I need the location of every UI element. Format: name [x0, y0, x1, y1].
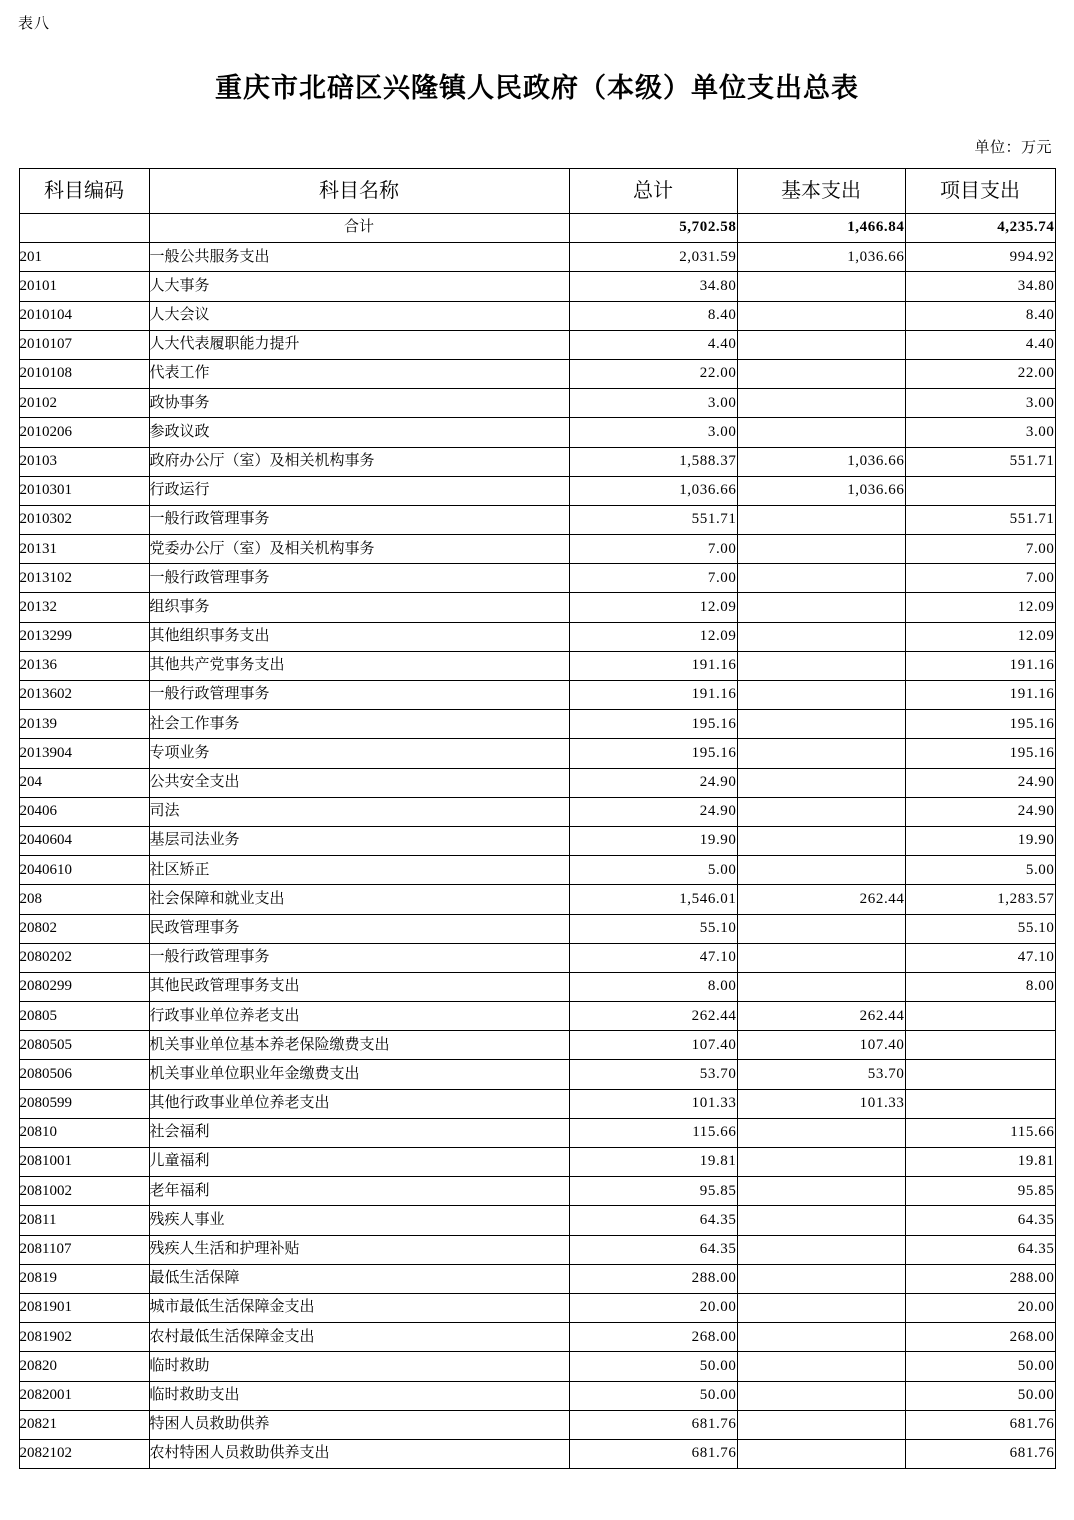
- cell-total: 551.71: [569, 505, 737, 534]
- cell-project: 20.00: [905, 1293, 1055, 1322]
- table-row: [19, 1439, 1055, 1468]
- cell-subject-name: 临时救助: [149, 1352, 569, 1381]
- table-row: [19, 1177, 1055, 1206]
- cell-subject-name: 农村特困人员救助供养支出: [149, 1439, 569, 1468]
- cell-basic: 101.33: [737, 1089, 905, 1118]
- cell-subject-name: 城市最低生活保障金支出: [149, 1293, 569, 1322]
- cell-subject-code: 201: [19, 243, 149, 272]
- cell-basic: [737, 826, 905, 855]
- table-row: [19, 1060, 1055, 1089]
- cell-basic: [737, 1206, 905, 1235]
- cell-basic: [737, 1410, 905, 1439]
- cell-subject-name: 一般行政管理事务: [149, 505, 569, 534]
- cell-subject-name: 其他组织事务支出: [149, 622, 569, 651]
- table-row: [19, 972, 1055, 1001]
- cell-subject-name: 残疾人生活和护理补贴: [149, 1235, 569, 1264]
- cell-subject-name: 政府办公厅（室）及相关机构事务: [149, 447, 569, 476]
- cell-subject-code: 2013602: [19, 681, 149, 710]
- cell-subject-code: 2040610: [19, 856, 149, 885]
- cell-total: 5,702.58: [569, 214, 737, 243]
- table-row: [19, 272, 1055, 301]
- cell-subject-code: 20131: [19, 535, 149, 564]
- table-row: [19, 214, 1055, 243]
- cell-basic: [737, 1381, 905, 1410]
- cell-project: 64.35: [905, 1235, 1055, 1264]
- cell-subject-name: 儿童福利: [149, 1148, 569, 1177]
- table-row: [19, 826, 1055, 855]
- table-row: [19, 359, 1055, 388]
- cell-project: 50.00: [905, 1352, 1055, 1381]
- cell-total: 19.90: [569, 826, 737, 855]
- cell-basic: [737, 651, 905, 680]
- cell-basic: [737, 1118, 905, 1147]
- cell-project: 12.09: [905, 622, 1055, 651]
- cell-basic: [737, 535, 905, 564]
- cell-basic: 1,036.66: [737, 243, 905, 272]
- cell-basic: [737, 943, 905, 972]
- cell-project: 7.00: [905, 535, 1055, 564]
- cell-subject-code: 2010206: [19, 418, 149, 447]
- table-row: [19, 418, 1055, 447]
- cell-project: 4,235.74: [905, 214, 1055, 243]
- cell-subject-name: 一般行政管理事务: [149, 564, 569, 593]
- cell-subject-code: 2082102: [19, 1439, 149, 1468]
- cell-subject-name: 社会福利: [149, 1118, 569, 1147]
- cell-project: 24.90: [905, 797, 1055, 826]
- cell-total: 64.35: [569, 1206, 737, 1235]
- cell-subject-name: 民政管理事务: [149, 914, 569, 943]
- cell-project: 22.00: [905, 359, 1055, 388]
- cell-total: 64.35: [569, 1235, 737, 1264]
- cell-project: 19.90: [905, 826, 1055, 855]
- cell-total: 24.90: [569, 768, 737, 797]
- cell-project: [905, 1002, 1055, 1031]
- cell-basic: [737, 739, 905, 768]
- cell-project: 551.71: [905, 505, 1055, 534]
- table-row: [19, 1206, 1055, 1235]
- cell-total: 195.16: [569, 739, 737, 768]
- cell-subject-code: 20821: [19, 1410, 149, 1439]
- cell-subject-code: 20101: [19, 272, 149, 301]
- cell-subject-name: 代表工作: [149, 359, 569, 388]
- cell-total: 5.00: [569, 856, 737, 885]
- table-row: [19, 1148, 1055, 1177]
- cell-project: 50.00: [905, 1381, 1055, 1410]
- table-row: [19, 330, 1055, 359]
- table-number-label: 表八: [18, 16, 51, 32]
- cell-total: 681.76: [569, 1410, 737, 1439]
- cell-basic: [737, 768, 905, 797]
- cell-basic: [737, 681, 905, 710]
- table-row: [19, 243, 1055, 272]
- table-row: [19, 1235, 1055, 1264]
- cell-subject-code: 2080506: [19, 1060, 149, 1089]
- cell-subject-code: 20802: [19, 914, 149, 943]
- cell-project: 34.80: [905, 272, 1055, 301]
- column-header-code: 科目编码: [19, 169, 149, 214]
- table-row: [19, 681, 1055, 710]
- cell-subject-code: 2010107: [19, 330, 149, 359]
- table-row: [19, 797, 1055, 826]
- cell-basic: [737, 505, 905, 534]
- cell-subject-name: 临时救助支出: [149, 1381, 569, 1410]
- cell-subject-code: 2081902: [19, 1323, 149, 1352]
- cell-subject-code: 204: [19, 768, 149, 797]
- cell-total: 55.10: [569, 914, 737, 943]
- cell-total: 34.80: [569, 272, 737, 301]
- cell-total: 195.16: [569, 710, 737, 739]
- cell-total: 47.10: [569, 943, 737, 972]
- cell-subject-name: 合计: [149, 214, 569, 243]
- cell-basic: [737, 359, 905, 388]
- cell-basic: 1,036.66: [737, 447, 905, 476]
- cell-total: 12.09: [569, 622, 737, 651]
- cell-subject-code: 208: [19, 885, 149, 914]
- cell-basic: [737, 972, 905, 1001]
- cell-total: 7.00: [569, 535, 737, 564]
- table-row: [19, 505, 1055, 534]
- cell-subject-name: 基层司法业务: [149, 826, 569, 855]
- cell-basic: 262.44: [737, 1002, 905, 1031]
- column-header-project: 项目支出: [905, 169, 1055, 214]
- cell-subject-code: 2081901: [19, 1293, 149, 1322]
- cell-total: 191.16: [569, 681, 737, 710]
- cell-basic: [737, 1439, 905, 1468]
- cell-basic: [737, 797, 905, 826]
- cell-total: 19.81: [569, 1148, 737, 1177]
- cell-total: 8.00: [569, 972, 737, 1001]
- cell-total: 268.00: [569, 1323, 737, 1352]
- cell-project: 19.81: [905, 1148, 1055, 1177]
- cell-subject-name: 机关事业单位基本养老保险缴费支出: [149, 1031, 569, 1060]
- cell-subject-name: 一般行政管理事务: [149, 943, 569, 972]
- cell-project: 115.66: [905, 1118, 1055, 1147]
- cell-project: 191.16: [905, 651, 1055, 680]
- cell-subject-name: 一般公共服务支出: [149, 243, 569, 272]
- table-row: [19, 856, 1055, 885]
- cell-subject-name: 人大事务: [149, 272, 569, 301]
- cell-total: 7.00: [569, 564, 737, 593]
- cell-subject-code: 2080202: [19, 943, 149, 972]
- column-header-name: 科目名称: [149, 169, 569, 214]
- cell-subject-name: 社区矫正: [149, 856, 569, 885]
- cell-project: [905, 1089, 1055, 1118]
- table-row: [19, 885, 1055, 914]
- cell-project: 681.76: [905, 1439, 1055, 1468]
- table-body: [19, 214, 1055, 1469]
- cell-subject-code: [19, 214, 149, 243]
- cell-project: 191.16: [905, 681, 1055, 710]
- cell-subject-name: 机关事业单位职业年金缴费支出: [149, 1060, 569, 1089]
- cell-basic: [737, 1177, 905, 1206]
- cell-subject-code: 2013904: [19, 739, 149, 768]
- cell-project: 1,283.57: [905, 885, 1055, 914]
- cell-total: 12.09: [569, 593, 737, 622]
- table-row: [19, 943, 1055, 972]
- cell-subject-name: 其他民政管理事务支出: [149, 972, 569, 1001]
- cell-total: 20.00: [569, 1293, 737, 1322]
- table-row: [19, 1323, 1055, 1352]
- table-row: [19, 651, 1055, 680]
- cell-basic: [737, 914, 905, 943]
- table-row: [19, 1381, 1055, 1410]
- cell-total: 288.00: [569, 1264, 737, 1293]
- cell-subject-code: 20820: [19, 1352, 149, 1381]
- cell-subject-name: 社会工作事务: [149, 710, 569, 739]
- cell-subject-code: 2040604: [19, 826, 149, 855]
- cell-project: 3.00: [905, 389, 1055, 418]
- cell-project: 195.16: [905, 739, 1055, 768]
- cell-subject-name: 行政事业单位养老支出: [149, 1002, 569, 1031]
- page-title: 重庆市北碚区兴隆镇人民政府（本级）单位支出总表: [215, 73, 859, 103]
- table-row: [19, 564, 1055, 593]
- cell-subject-name: 老年福利: [149, 1177, 569, 1206]
- cell-project: [905, 1031, 1055, 1060]
- cell-basic: [737, 272, 905, 301]
- cell-basic: [737, 564, 905, 593]
- cell-project: 12.09: [905, 593, 1055, 622]
- cell-subject-name: 参政议政: [149, 418, 569, 447]
- cell-subject-code: 20406: [19, 797, 149, 826]
- cell-total: 22.00: [569, 359, 737, 388]
- table-row: [19, 914, 1055, 943]
- cell-total: 3.00: [569, 389, 737, 418]
- cell-subject-code: 2081002: [19, 1177, 149, 1206]
- cell-basic: [737, 593, 905, 622]
- cell-subject-name: 其他共产党事务支出: [149, 651, 569, 680]
- cell-project: 5.00: [905, 856, 1055, 885]
- cell-subject-name: 社会保障和就业支出: [149, 885, 569, 914]
- cell-basic: 53.70: [737, 1060, 905, 1089]
- table-row: [19, 1264, 1055, 1293]
- cell-total: 1,588.37: [569, 447, 737, 476]
- table-row: [19, 768, 1055, 797]
- table-row: [19, 1410, 1055, 1439]
- cell-project: 3.00: [905, 418, 1055, 447]
- cell-subject-name: 党委办公厅（室）及相关机构事务: [149, 535, 569, 564]
- cell-total: 2,031.59: [569, 243, 737, 272]
- cell-project: [905, 476, 1055, 505]
- cell-total: 53.70: [569, 1060, 737, 1089]
- cell-project: [905, 1060, 1055, 1089]
- cell-project: 994.92: [905, 243, 1055, 272]
- table-row: [19, 447, 1055, 476]
- cell-subject-name: 专项业务: [149, 739, 569, 768]
- cell-basic: [737, 418, 905, 447]
- cell-subject-code: 20102: [19, 389, 149, 418]
- cell-subject-name: 特困人员救助供养: [149, 1410, 569, 1439]
- table-row: [19, 593, 1055, 622]
- cell-project: 24.90: [905, 768, 1055, 797]
- cell-subject-name: 最低生活保障: [149, 1264, 569, 1293]
- cell-subject-code: 20132: [19, 593, 149, 622]
- table-row: [19, 1352, 1055, 1381]
- cell-project: 8.40: [905, 301, 1055, 330]
- cell-project: 7.00: [905, 564, 1055, 593]
- cell-subject-code: 2081107: [19, 1235, 149, 1264]
- table-row: [19, 622, 1055, 651]
- cell-subject-name: 组织事务: [149, 593, 569, 622]
- cell-total: 107.40: [569, 1031, 737, 1060]
- cell-project: 8.00: [905, 972, 1055, 1001]
- table-row: [19, 476, 1055, 505]
- cell-subject-code: 20136: [19, 651, 149, 680]
- cell-subject-name: 司法: [149, 797, 569, 826]
- cell-project: 55.10: [905, 914, 1055, 943]
- cell-project: 47.10: [905, 943, 1055, 972]
- cell-subject-code: 2013102: [19, 564, 149, 593]
- table-row: [19, 301, 1055, 330]
- unit-note: 单位：万元: [974, 140, 1052, 156]
- cell-subject-code: 20805: [19, 1002, 149, 1031]
- table-row: [19, 389, 1055, 418]
- cell-project: 4.40: [905, 330, 1055, 359]
- cell-subject-code: 20810: [19, 1118, 149, 1147]
- column-header-basic: 基本支出: [737, 169, 905, 214]
- cell-basic: [737, 1235, 905, 1264]
- cell-subject-code: 2080505: [19, 1031, 149, 1060]
- cell-basic: 1,036.66: [737, 476, 905, 505]
- cell-basic: [737, 622, 905, 651]
- cell-basic: 107.40: [737, 1031, 905, 1060]
- cell-subject-code: 2081001: [19, 1148, 149, 1177]
- cell-subject-code: 2013299: [19, 622, 149, 651]
- column-header-total: 总计: [569, 169, 737, 214]
- cell-subject-name: 行政运行: [149, 476, 569, 505]
- cell-subject-name: 人大代表履职能力提升: [149, 330, 569, 359]
- cell-subject-name: 其他行政事业单位养老支出: [149, 1089, 569, 1118]
- table-row: [19, 1293, 1055, 1322]
- cell-subject-code: 2010302: [19, 505, 149, 534]
- cell-basic: [737, 1293, 905, 1322]
- cell-basic: [737, 330, 905, 359]
- table-row: [19, 1031, 1055, 1060]
- cell-total: 1,036.66: [569, 476, 737, 505]
- cell-basic: [737, 1352, 905, 1381]
- cell-total: 115.66: [569, 1118, 737, 1147]
- expenditure-table: [19, 168, 1056, 1469]
- cell-subject-name: 公共安全支出: [149, 768, 569, 797]
- cell-subject-code: 20103: [19, 447, 149, 476]
- cell-total: 24.90: [569, 797, 737, 826]
- cell-basic: [737, 1264, 905, 1293]
- cell-basic: [737, 389, 905, 418]
- cell-total: 191.16: [569, 651, 737, 680]
- cell-project: 681.76: [905, 1410, 1055, 1439]
- cell-subject-code: 20139: [19, 710, 149, 739]
- cell-project: 551.71: [905, 447, 1055, 476]
- cell-subject-name: 人大会议: [149, 301, 569, 330]
- cell-basic: 262.44: [737, 885, 905, 914]
- cell-subject-code: 2010108: [19, 359, 149, 388]
- table-row: [19, 1089, 1055, 1118]
- cell-total: 4.40: [569, 330, 737, 359]
- cell-subject-code: 2010301: [19, 476, 149, 505]
- cell-subject-name: 残疾人事业: [149, 1206, 569, 1235]
- table-row: [19, 535, 1055, 564]
- cell-total: 1,546.01: [569, 885, 737, 914]
- cell-subject-name: 政协事务: [149, 389, 569, 418]
- cell-project: 64.35: [905, 1206, 1055, 1235]
- cell-total: 50.00: [569, 1352, 737, 1381]
- cell-basic: [737, 856, 905, 885]
- table-row: [19, 739, 1055, 768]
- cell-basic: [737, 710, 905, 739]
- cell-subject-name: 农村最低生活保障金支出: [149, 1323, 569, 1352]
- cell-subject-code: 2080599: [19, 1089, 149, 1118]
- cell-subject-code: 2010104: [19, 301, 149, 330]
- cell-total: 8.40: [569, 301, 737, 330]
- cell-basic: [737, 301, 905, 330]
- cell-total: 50.00: [569, 1381, 737, 1410]
- cell-project: 268.00: [905, 1323, 1055, 1352]
- cell-basic: [737, 1323, 905, 1352]
- cell-project: 195.16: [905, 710, 1055, 739]
- cell-total: 101.33: [569, 1089, 737, 1118]
- cell-subject-code: 20811: [19, 1206, 149, 1235]
- table-header-row: [19, 169, 1055, 214]
- cell-project: 95.85: [905, 1177, 1055, 1206]
- cell-subject-code: 2080299: [19, 972, 149, 1001]
- table-row: [19, 710, 1055, 739]
- cell-total: 681.76: [569, 1439, 737, 1468]
- cell-project: 288.00: [905, 1264, 1055, 1293]
- cell-subject-code: 20819: [19, 1264, 149, 1293]
- cell-total: 262.44: [569, 1002, 737, 1031]
- cell-total: 95.85: [569, 1177, 737, 1206]
- cell-subject-name: 一般行政管理事务: [149, 681, 569, 710]
- table-row: [19, 1118, 1055, 1147]
- table-row: [19, 1002, 1055, 1031]
- cell-subject-code: 2082001: [19, 1381, 149, 1410]
- cell-basic: [737, 1148, 905, 1177]
- cell-total: 3.00: [569, 418, 737, 447]
- cell-basic: 1,466.84: [737, 214, 905, 243]
